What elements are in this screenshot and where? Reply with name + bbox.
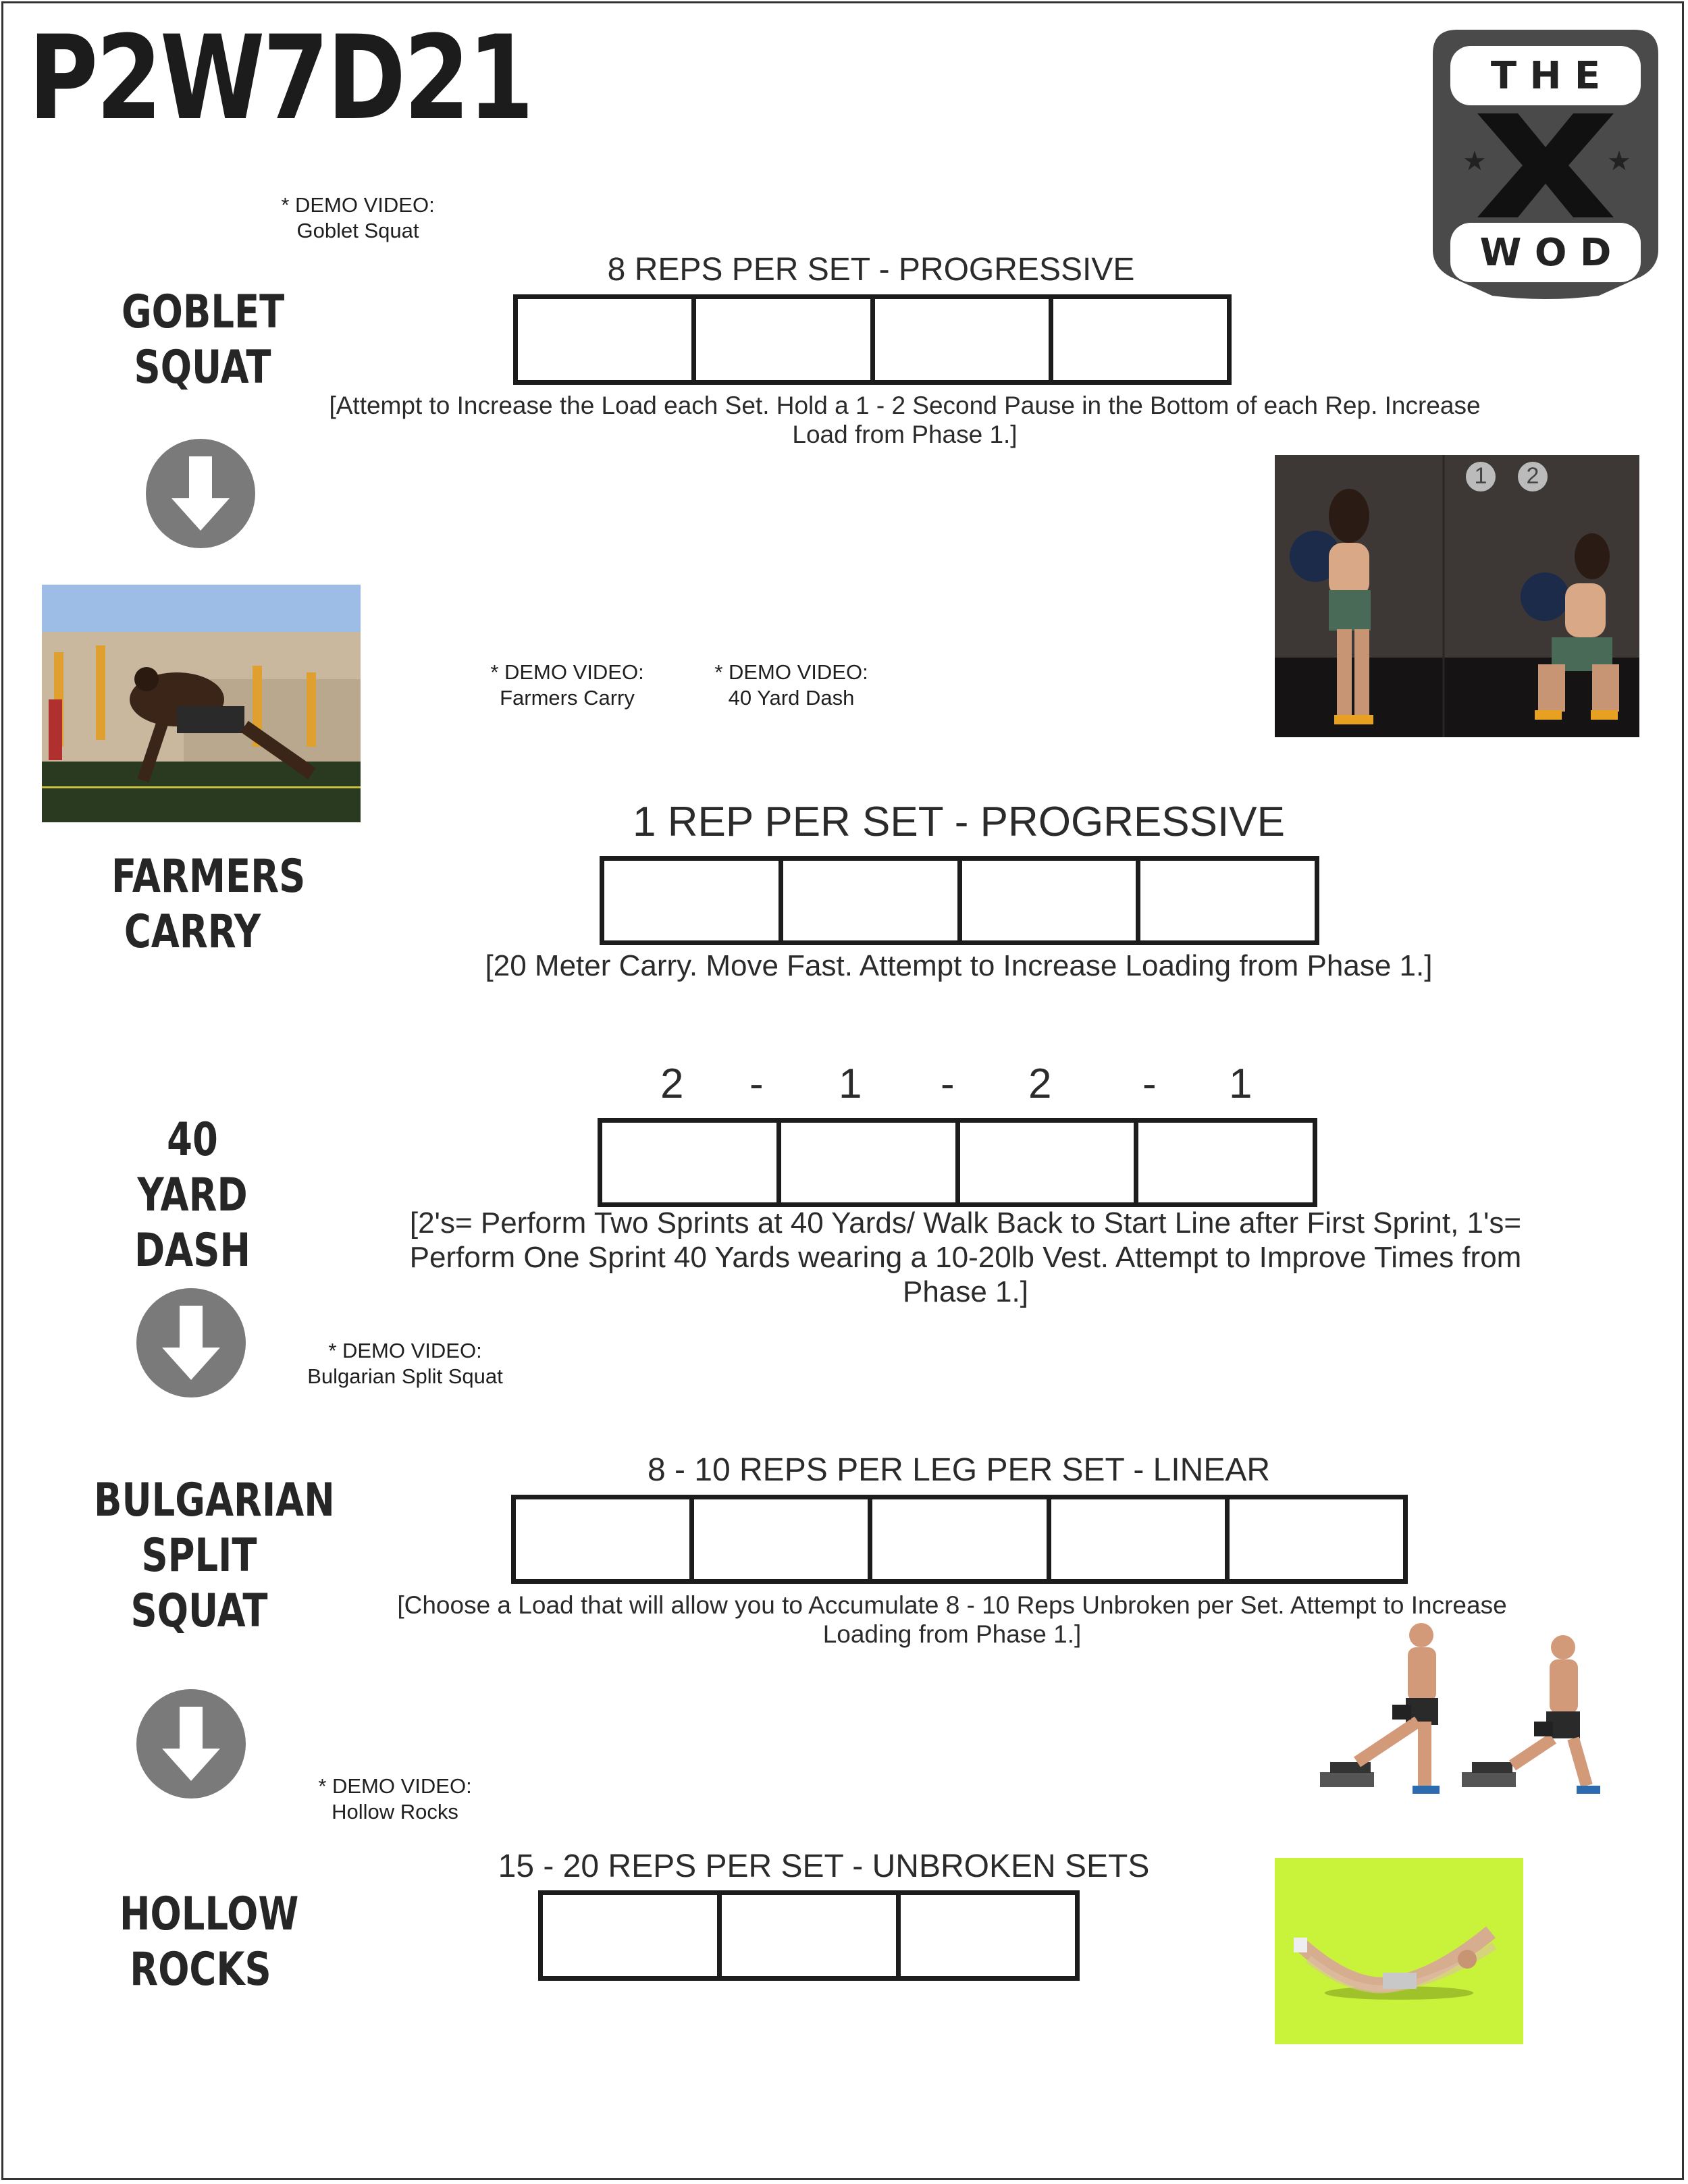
set-boxes-hollow-rocks <box>538 1890 1080 1981</box>
set-box[interactable] <box>516 1499 694 1579</box>
set-box[interactable] <box>604 861 783 940</box>
svg-text:★: ★ <box>1462 146 1487 177</box>
page-title: P2W7D21 <box>28 10 532 146</box>
set-box[interactable] <box>694 1499 872 1579</box>
set-box[interactable] <box>962 861 1141 940</box>
set-box[interactable] <box>1230 1499 1403 1579</box>
demo-video-link[interactable]: Goblet Squat <box>296 219 419 242</box>
step-two-label: 2 <box>1526 463 1539 489</box>
set-box[interactable] <box>960 1123 1139 1202</box>
set-label-goblet-squat: 8 REPS PER SET - PROGRESSIVE <box>607 252 1135 288</box>
set-box[interactable] <box>543 1895 722 1976</box>
down-arrow-icon <box>136 1689 246 1799</box>
svg-text:★: ★ <box>1607 146 1631 177</box>
set-box[interactable] <box>872 1499 1051 1579</box>
set-label-bulgarian-split-squat: 8 - 10 REPS PER LEG PER SET - LINEAR <box>647 1452 1271 1488</box>
set-box[interactable] <box>722 1895 901 1976</box>
exercise-name-bulgarian-split-squat: BULGARIAN SPLIT SQUAT <box>94 1474 335 1638</box>
demo-video-link[interactable]: 40 Yard Dash <box>728 686 855 710</box>
demo-video-hollow-rocks[interactable] <box>284 1774 506 1825</box>
set-box[interactable] <box>1053 299 1227 380</box>
set-box[interactable] <box>901 1895 1075 1976</box>
demo-video-link[interactable]: Farmers Carry <box>500 686 635 710</box>
demo-video-goblet-squat[interactable] <box>250 192 466 244</box>
demo-video-bulgarian-split-squat[interactable] <box>284 1338 527 1389</box>
set-boxes-40-yard-dash <box>598 1118 1317 1207</box>
set-box[interactable] <box>696 299 874 380</box>
down-arrow-icon <box>136 1288 246 1397</box>
demo-video-farmers-carry[interactable] <box>459 660 675 711</box>
scheme-value: 1 <box>839 1061 862 1107</box>
set-box[interactable] <box>781 1123 960 1202</box>
exercise-name-hollow-rocks: HOLLOW ROCKS <box>120 1888 299 1996</box>
demo-video-40-yard-dash[interactable] <box>683 660 899 711</box>
demo-video-link[interactable]: Hollow Rocks <box>332 1800 458 1823</box>
set-box[interactable] <box>783 861 962 940</box>
demo-video-prefix: * DEMO VIDEO: <box>281 193 435 217</box>
note-goblet-squat: [Attempt to Increase the Load each Set. Hold a 1 - 2 Second Pause in the Bottom of each Rep. Increase Load from Phase 1.] <box>329 392 1481 448</box>
step-one-label: 1 <box>1474 463 1487 489</box>
set-boxes-farmers-carry <box>600 856 1319 945</box>
set-box[interactable] <box>1140 861 1315 940</box>
scheme-value: 1 <box>1229 1061 1252 1107</box>
set-boxes-bulgarian-split-squat <box>511 1495 1408 1584</box>
demo-video-prefix: * DEMO VIDEO: <box>714 660 868 684</box>
set-box[interactable] <box>1051 1499 1230 1579</box>
set-box[interactable] <box>1138 1123 1313 1202</box>
exercise-name-farmers-carry: FARMERS CARRY <box>111 850 306 959</box>
demo-video-prefix: * DEMO VIDEO: <box>490 660 644 684</box>
demo-video-prefix: * DEMO VIDEO: <box>318 1774 472 1798</box>
exercise-name-40-yard-dash: 40 YARD DASH <box>134 1113 250 1277</box>
scheme-value: 2 <box>1028 1061 1052 1107</box>
sprinter-photo <box>42 585 361 822</box>
bulgarian-split-squat-photo <box>1317 1620 1600 1803</box>
hollow-rocks-photo <box>1275 1858 1523 2044</box>
scheme-value: 2 <box>660 1061 684 1107</box>
set-box[interactable] <box>875 299 1053 380</box>
set-box[interactable] <box>518 299 696 380</box>
set-boxes-goblet-squat <box>513 294 1232 385</box>
set-label-hollow-rocks: 15 - 20 REPS PER SET - UNBROKEN SETS <box>498 1848 1150 1884</box>
note-bulgarian-split-squat: [Choose a Load that will allow you to Accumulate 8 - 10 Reps Unbroken per Set. Attempt to Increase Loading from Phase 1.] <box>397 1591 1507 1648</box>
exercise-name-goblet-squat: GOBLET SQUAT <box>122 286 285 394</box>
logo-top-text: T H E <box>1490 54 1601 98</box>
scheme-separator: - <box>749 1061 764 1107</box>
down-arrow-icon <box>146 439 255 548</box>
demo-video-prefix: * DEMO VIDEO: <box>328 1339 482 1362</box>
set-label-farmers-carry: 1 REP PER SET - PROGRESSIVE <box>633 799 1285 845</box>
goblet-squat-photo <box>1275 455 1639 737</box>
scheme-separator: - <box>941 1061 955 1107</box>
note-farmers-carry: [20 Meter Carry. Move Fast. Attempt to Increase Loading from Phase 1.] <box>485 949 1433 982</box>
note-40-yard-dash: [2's= Perform Two Sprints at 40 Yards/ Walk Back to Start Line after First Sprint, 1's= Perform One Sprint 40 Yards wearing a 10-20lb Vest. Attempt to Improve Times from Phase 1.] <box>409 1206 1522 1308</box>
logo-bottom-text: W O D <box>1479 231 1612 275</box>
demo-video-link[interactable]: Bulgarian Split Squat <box>307 1364 503 1388</box>
scheme-separator: - <box>1142 1061 1157 1107</box>
the-x-wod-logo <box>1430 27 1661 300</box>
rep-scheme-40-yard-dash <box>600 1060 1319 1114</box>
set-box[interactable] <box>602 1123 781 1202</box>
